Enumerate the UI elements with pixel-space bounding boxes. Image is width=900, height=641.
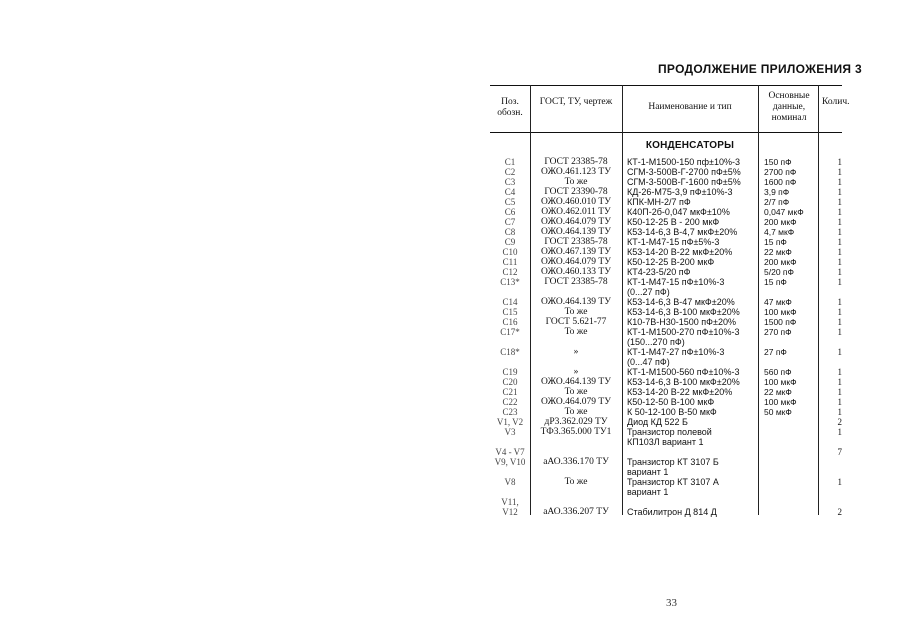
row-qty: 1 [837, 167, 842, 177]
table-top-rule [490, 85, 842, 86]
row-qty: 1 [837, 217, 842, 227]
row-name: К53-14-20 В-22 мкФ±20% [627, 387, 733, 397]
table-row [490, 497, 842, 507]
table-row [490, 357, 842, 367]
row-name: К 50-12-100 В-50 мкФ [627, 407, 717, 417]
table-row [490, 307, 842, 317]
row-gost: дР3.362.029 ТУ [544, 417, 608, 427]
row-position: C8 [504, 227, 516, 237]
header-data: Основные данные, номинал [768, 91, 810, 123]
row-gost: ОЖО.460.133 ТУ [541, 267, 611, 277]
row-name: (0...27 пФ) [627, 287, 670, 297]
row-qty: 2 [837, 417, 842, 427]
table-row [490, 437, 842, 447]
table-row [490, 157, 842, 167]
row-position: V12 [502, 507, 518, 517]
row-position: C19 [502, 367, 518, 377]
row-data: 100 мкФ [764, 307, 797, 317]
row-position: C1 [504, 157, 516, 167]
row-gost: ОЖО.464.079 ТУ [541, 217, 611, 227]
row-position: C16 [502, 317, 518, 327]
row-name: КТ-1-М1500-150 пф±10%-3 [627, 157, 741, 167]
row-gost: То же [564, 477, 588, 487]
row-qty: 1 [837, 257, 842, 267]
row-position: C20 [502, 377, 518, 387]
table-row [490, 487, 842, 497]
row-gost: » [573, 367, 579, 377]
row-data: 200 мкФ [764, 217, 797, 227]
row-qty: 1 [837, 377, 842, 387]
row-position: C6 [504, 207, 516, 217]
table-row [490, 287, 842, 297]
row-qty: 2 [837, 507, 842, 517]
row-gost: То же [564, 387, 588, 397]
row-data: 1500 пФ [764, 317, 797, 327]
row-name: К10-7В-Н30-1500 пФ±20% [627, 317, 736, 327]
row-name: К50-12-50 В-100 мкФ [627, 397, 715, 407]
table-row [490, 267, 842, 277]
table-row [490, 397, 842, 407]
row-qty: 1 [837, 177, 842, 187]
row-position: V1, V2 [496, 417, 524, 427]
row-name: КД-26-М75-3,9 пФ±10%-3 [627, 187, 733, 197]
row-position: C23 [502, 407, 518, 417]
row-qty: 1 [837, 297, 842, 307]
row-data: 22 мкФ [764, 387, 792, 397]
row-name: КТ-1-М47-15 пФ±10%-3 [627, 277, 725, 287]
row-name: К50-12-25 В-200 мкФ [627, 257, 715, 267]
table-row [490, 387, 842, 397]
row-data: 47 мкФ [764, 297, 792, 307]
row-gost: аАО.336.170 ТУ [543, 457, 609, 467]
row-gost: ОЖО.464.139 ТУ [541, 377, 611, 387]
row-qty: 1 [837, 327, 842, 337]
row-gost: То же [564, 307, 588, 317]
row-name: СГМ-3-500В-Г-2700 пФ±5% [627, 167, 741, 177]
table-row [490, 247, 842, 257]
header-qty: Колич. [822, 97, 850, 107]
row-gost: ОЖО.462.011 ТУ [541, 207, 611, 217]
row-gost: ГОСТ 23385-78 [544, 237, 608, 247]
header-gost: ГОСТ, ТУ, чертеж [539, 97, 613, 107]
row-name: К53-14-6,3 В-4,7 мкФ±20% [627, 227, 738, 237]
row-data: 5/20 пФ [764, 267, 794, 277]
row-name: К50-12-25 В - 200 мкФ [627, 217, 720, 227]
table-row [490, 337, 842, 347]
row-name: КП103Л вариант 1 [627, 437, 704, 447]
row-qty: 7 [837, 447, 842, 457]
row-position: C2 [504, 167, 516, 177]
table-row [490, 277, 842, 287]
header-name: Наименование и тип [648, 102, 732, 112]
section-title: КОНДЕНСАТОРЫ [645, 140, 735, 151]
row-position: C10 [502, 247, 518, 257]
row-position: V9, V10 [494, 457, 526, 467]
row-position: V4 - V7 [495, 447, 525, 457]
table-row [490, 377, 842, 387]
row-qty: 1 [837, 157, 842, 167]
row-data: 15 пФ [764, 277, 787, 287]
table-row [490, 317, 842, 327]
row-qty: 1 [837, 267, 842, 277]
row-gost: ГОСТ 23385-78 [544, 277, 608, 287]
row-position: C7 [504, 217, 516, 227]
row-qty: 1 [837, 347, 842, 357]
row-name: К53-14-6,3 В-100 мкФ±20% [627, 377, 740, 387]
row-position: C11 [502, 257, 518, 267]
row-name: К53-14-6,3 В-47 мкФ±20% [627, 297, 735, 307]
row-qty: 1 [837, 387, 842, 397]
row-gost: ОЖО.464.139 ТУ [541, 297, 611, 307]
row-data: 1600 пФ [764, 177, 797, 187]
page-number: 33 [666, 597, 677, 609]
row-position: V11, [501, 497, 519, 507]
row-position: C21 [502, 387, 518, 397]
row-qty: 1 [837, 317, 842, 327]
table-row [490, 177, 842, 187]
row-data: 200 мкФ [764, 257, 797, 267]
table-row [490, 347, 842, 357]
header-pos: Поз. обозн. [497, 97, 523, 118]
row-data: 100 мкФ [764, 377, 797, 387]
table-row [490, 187, 842, 197]
row-name: Транзистор полевой [627, 427, 712, 437]
row-gost: ГОСТ 5.621-77 [545, 317, 607, 327]
row-qty: 1 [837, 197, 842, 207]
row-position: V3 [504, 427, 516, 437]
row-data: 100 мкФ [764, 397, 797, 407]
row-qty: 1 [837, 367, 842, 377]
table-row [490, 457, 842, 467]
row-position: C14 [502, 297, 518, 307]
row-data: 560 пФ [764, 367, 792, 377]
table-row [490, 207, 842, 217]
row-gost: ГОСТ 23385-78 [544, 157, 608, 167]
row-position: C12 [502, 267, 518, 277]
row-qty: 1 [837, 407, 842, 417]
row-qty: 1 [837, 187, 842, 197]
row-name: КТ4-23-5/20 пФ [627, 267, 691, 277]
row-qty: 1 [837, 477, 842, 487]
row-position: C22 [502, 397, 518, 407]
row-name: Транзистор КТ 3107 Б [627, 457, 719, 467]
row-name: (150...270 пФ) [627, 337, 685, 347]
row-gost: » [573, 347, 579, 357]
table-row [490, 237, 842, 247]
row-gost: ОЖО.460.010 ТУ [541, 197, 611, 207]
row-position: C9 [504, 237, 516, 247]
row-position: C18* [500, 347, 520, 357]
row-position: C3 [504, 177, 516, 187]
table-row [490, 167, 842, 177]
row-position: C17* [500, 327, 520, 337]
row-data: 150 пФ [764, 157, 792, 167]
table-row [490, 257, 842, 267]
row-data: 22 мкФ [764, 247, 792, 257]
row-name: КПК-МН-2/7 пФ [627, 197, 691, 207]
row-qty: 1 [837, 227, 842, 237]
row-qty: 1 [837, 247, 842, 257]
row-name: КТ-1-М47-15 пФ±5%-3 [627, 237, 720, 247]
row-qty: 1 [837, 207, 842, 217]
row-name: КТ-1-М1500-560 пФ±10%-3 [627, 367, 740, 377]
row-gost: ОЖО.464.079 ТУ [541, 257, 611, 267]
row-name: вариант 1 [627, 487, 669, 497]
row-gost: То же [564, 177, 588, 187]
row-gost: ОЖО.461.123 ТУ [541, 167, 611, 177]
row-position: C15 [502, 307, 518, 317]
row-data: 15 пФ [764, 237, 787, 247]
table-row [490, 477, 842, 487]
row-data: 27 пФ [764, 347, 787, 357]
table-row [490, 297, 842, 307]
row-gost: ОЖО.464.139 ТУ [541, 227, 611, 237]
row-data: 0,047 мкФ [764, 207, 804, 217]
row-qty: 1 [837, 427, 842, 437]
row-data: 2700 пФ [764, 167, 797, 177]
components-table [490, 85, 850, 517]
row-data: 50 мкФ [764, 407, 792, 417]
row-gost: аАО.336.207 ТУ [543, 507, 609, 517]
page-title: ПРОДОЛЖЕНИЕ ПРИЛОЖЕНИЯ 3 [658, 62, 862, 76]
row-qty: 1 [837, 307, 842, 317]
table-row [490, 447, 842, 457]
row-name: вариант 1 [627, 467, 669, 477]
row-position: C4 [504, 187, 516, 197]
row-data: 2/7 пФ [764, 197, 790, 207]
row-qty: 1 [837, 237, 842, 247]
table-row [490, 507, 842, 517]
row-qty: 1 [837, 277, 842, 287]
row-name: КТ-1-М1500-270 пФ±10%-3 [627, 327, 740, 337]
row-name: КТ-1-М47-27 пФ±10%-3 [627, 347, 725, 357]
table-row [490, 197, 842, 207]
table-row [490, 467, 842, 477]
table-row [490, 327, 842, 337]
row-name: Диод КД 522 Б [627, 417, 688, 427]
row-position: C13* [500, 277, 520, 287]
row-name: СГМ-3-500В-Г-1600 пФ±5% [627, 177, 741, 187]
row-name: К53-14-6,3 В-100 мкФ±20% [627, 307, 740, 317]
row-data: 270 пФ [764, 327, 792, 337]
table-row [490, 417, 842, 427]
row-gost: ОЖО.464.079 ТУ [541, 397, 611, 407]
table-row [490, 427, 842, 437]
row-name: Транзистор КТ 3107 А [627, 477, 719, 487]
table-row [490, 227, 842, 237]
row-data: 3,9 пФ [764, 187, 790, 197]
row-gost: ОЖО.467.139 ТУ [541, 247, 611, 257]
row-gost: То же [564, 407, 588, 417]
row-qty: 1 [837, 397, 842, 407]
row-name: К53-14-20 В-22 мкФ±20% [627, 247, 733, 257]
table-row [490, 367, 842, 377]
row-position: C5 [504, 197, 516, 207]
row-name: (0...47 пФ) [627, 357, 670, 367]
table-row [490, 407, 842, 417]
table-row [490, 217, 842, 227]
row-position: V8 [504, 477, 516, 487]
table-header-rule [490, 132, 842, 133]
row-gost: ГОСТ 23390-78 [544, 187, 608, 197]
row-data: 4,7 мкФ [764, 227, 795, 237]
row-gost: ТФ3.365.000 ТУ1 [540, 427, 612, 437]
row-name: Стабилитрон Д 814 Д [627, 507, 717, 517]
row-gost: То же [564, 327, 588, 337]
row-name: К40П-2б-0,047 мкФ±10% [627, 207, 730, 217]
